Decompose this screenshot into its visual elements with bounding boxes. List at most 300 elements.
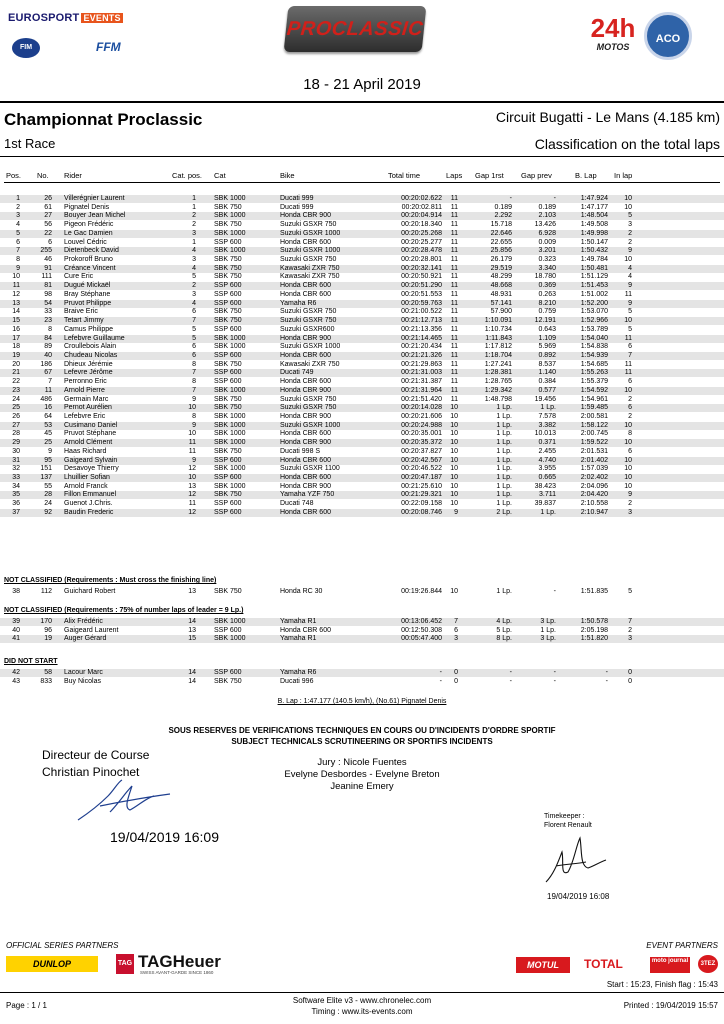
table-row xyxy=(0,282,724,290)
cell-blap: - xyxy=(605,669,608,676)
cell-bike: Suzuki GSXR 750 xyxy=(280,404,337,411)
cell-cat: SSP 600 xyxy=(214,291,242,298)
cell-blap: 2:04.096 xyxy=(580,483,608,490)
cell-catpos: 9 xyxy=(192,396,196,403)
cell-totaltime: 00:21:14.465 xyxy=(401,335,442,342)
cell-totaltime: - xyxy=(439,678,442,685)
cell-laps: 6 xyxy=(454,627,458,634)
reserve-french: SOUS RESERVES DE VERIFICATIONS TECHNIQUES EN COURS OU D'INCIDENTS D'ORDRE SPORTIF xyxy=(168,726,556,735)
cell-gap1: - xyxy=(509,669,512,676)
cell-laps: 11 xyxy=(450,247,458,254)
cell-gapprev: 0.371 xyxy=(538,439,556,446)
cell-inlap: 2 xyxy=(628,230,632,237)
cell-laps: 11 xyxy=(450,291,458,298)
cell-no: 833 xyxy=(40,678,52,685)
cell-cat: SSP 600 xyxy=(214,457,242,464)
table-row xyxy=(0,352,724,360)
cell-laps: 11 xyxy=(450,204,458,211)
cell-inlap: 10 xyxy=(624,256,632,263)
section-title: NOT CLASSIFIED (Requirements : Must cross the finishing line) xyxy=(4,577,217,584)
cell-bike: Kawasaki ZXR 750 xyxy=(280,273,340,280)
cell-rider: Haas Richard xyxy=(64,448,107,455)
cell-rider: Lefevre Jérôme xyxy=(64,369,113,376)
director-timestamp: 19/04/2019 16:09 xyxy=(110,829,219,845)
cell-catpos: 7 xyxy=(192,387,196,394)
table-row xyxy=(0,404,724,412)
cell-inlap: 0 xyxy=(628,669,632,676)
cell-rider: Camus Philippe xyxy=(64,326,114,333)
event-date: 18 - 21 April 2019 xyxy=(303,76,421,93)
cell-gap1: 22.646 xyxy=(490,230,512,237)
cell-bike: Suzuki GSXR 1000 xyxy=(280,422,341,429)
header-divider xyxy=(0,101,724,103)
cell-cat: SSP 600 xyxy=(214,326,242,333)
cell-catpos: 1 xyxy=(192,239,196,246)
cell-laps: 10 xyxy=(450,465,458,472)
cell-bike: Honda RC 30 xyxy=(280,588,323,595)
cell-catpos: 4 xyxy=(192,300,196,307)
cell-rider: Villerégnier Laurent xyxy=(64,195,125,202)
cell-inlap: 10 xyxy=(624,465,632,472)
cell-no: 7 xyxy=(48,378,52,385)
cell-gapprev: 3.340 xyxy=(538,265,556,272)
table-row xyxy=(0,635,724,643)
cell-cat: SBK 750 xyxy=(214,265,242,272)
cell-rider: Baudin Frederic xyxy=(64,509,114,516)
cell-rider: Lefebvre Guillaume xyxy=(64,335,125,342)
cell-pos: 4 xyxy=(16,221,20,228)
cell-no: 40 xyxy=(44,352,52,359)
cell-laps: 10 xyxy=(450,439,458,446)
cell-inlap: 6 xyxy=(628,404,632,411)
cell-no: 53 xyxy=(44,422,52,429)
circuit-name: Circuit Bugatti - Le Mans (4.185 km) xyxy=(495,109,720,125)
cell-bike: Kawasaki ZXR 750 xyxy=(280,361,340,368)
cell-bike: Ducati 748 xyxy=(280,500,314,507)
cell-cat: SSP 600 xyxy=(214,509,242,516)
cell-bike: Honda CBR 900 xyxy=(280,439,331,446)
cell-pos: 15 xyxy=(12,317,20,324)
cell-blap: 1:47.177 xyxy=(580,204,608,211)
table-row xyxy=(0,483,724,491)
cell-bike: Suzuki GSXR 750 xyxy=(280,396,337,403)
table-row xyxy=(0,627,724,635)
cell-catpos: 14 xyxy=(188,678,196,685)
cell-gapprev: 0.263 xyxy=(538,291,556,298)
table-row xyxy=(0,291,724,299)
table-row xyxy=(0,618,724,626)
cell-pos: 22 xyxy=(12,378,20,385)
cell-catpos: 11 xyxy=(188,439,196,446)
cell-pos: 16 xyxy=(12,326,20,333)
cell-no: 81 xyxy=(44,282,52,289)
cell-totaltime: 00:20:28.801 xyxy=(401,256,442,263)
cell-bike: Suzuki GSXR 1000 xyxy=(280,343,341,350)
cell-pos: 21 xyxy=(12,369,20,376)
cell-gap1: 1:18.704 xyxy=(484,352,512,359)
cell-inlap: 9 xyxy=(628,247,632,254)
cell-blap: 1:54.939 xyxy=(580,352,608,359)
cell-totaltime: 00:20:04.914 xyxy=(401,212,442,219)
cell-rider: Pernot Aurélien xyxy=(64,404,112,411)
col-pos: Pos. xyxy=(6,171,22,180)
cell-catpos: 5 xyxy=(192,273,196,280)
footer-divider xyxy=(0,992,724,993)
cell-gapprev: 3.955 xyxy=(538,465,556,472)
cell-pos: 41 xyxy=(12,635,20,642)
cell-totaltime: 00:20:51.553 xyxy=(401,291,442,298)
software-credit: Software Elite v3 - www.chronelec.com xyxy=(292,996,432,1005)
motul-logo: MOTUL xyxy=(516,957,570,973)
cell-catpos: 12 xyxy=(188,491,196,498)
table-row xyxy=(0,343,724,351)
table-row xyxy=(0,422,724,430)
cell-pos: 20 xyxy=(12,361,20,368)
cell-gapprev: 1 Lp. xyxy=(540,404,556,411)
cell-laps: 11 xyxy=(450,265,458,272)
cell-catpos: 7 xyxy=(192,317,196,324)
cell-blap: 2:01.402 xyxy=(580,457,608,464)
championship-title: Championnat Proclassic xyxy=(4,110,203,129)
cell-no: 25 xyxy=(44,439,52,446)
cell-bike: Honda CBR 900 xyxy=(280,335,331,342)
cell-pos: 33 xyxy=(12,474,20,481)
cell-inlap: 2 xyxy=(628,627,632,634)
cell-no: 46 xyxy=(44,256,52,263)
cell-bike: Suzuki GSXR 750 xyxy=(280,317,337,324)
cell-totaltime: 00:21:29.321 xyxy=(401,491,442,498)
cell-rider: Guenot J.Chris. xyxy=(64,500,113,507)
cell-rider: Lacour Marc xyxy=(64,669,103,676)
cell-rider: Croullebois Alain xyxy=(64,343,117,350)
cell-no: 61 xyxy=(44,204,52,211)
cell-blap: 1:51.129 xyxy=(580,273,608,280)
cell-no: 111 xyxy=(41,273,52,280)
cell-gap1: 29.519 xyxy=(490,265,512,272)
cell-gapprev: 6.928 xyxy=(538,230,556,237)
cell-rider: Guichard Robert xyxy=(64,588,116,595)
cell-totaltime: 00:21:21.326 xyxy=(401,352,442,359)
cell-gapprev: 2.103 xyxy=(538,212,556,219)
cell-gap1: 1:48.798 xyxy=(484,396,512,403)
cell-totaltime: 00:19:26.844 xyxy=(401,588,442,595)
cell-no: 92 xyxy=(44,509,52,516)
cell-pos: 14 xyxy=(12,308,20,315)
cell-blap: 2:01.531 xyxy=(580,448,608,455)
total-logo: TOTAL xyxy=(584,957,623,971)
cell-no: 64 xyxy=(44,413,52,420)
cell-blap: 1:57.039 xyxy=(580,465,608,472)
cell-bike: Ducati 999 xyxy=(280,195,314,202)
cell-rider: Créance Vincent xyxy=(64,265,116,272)
cell-gap1: 57.141 xyxy=(490,300,512,307)
cell-gapprev: 3.711 xyxy=(539,491,556,498)
cell-totaltime: 00:20:46.522 xyxy=(401,465,442,472)
cell-gap1: 1 Lp. xyxy=(496,588,512,595)
cell-laps: 11 xyxy=(450,212,458,219)
cell-cat: SBK 1000 xyxy=(214,618,246,625)
cell-gapprev: 5.969 xyxy=(538,343,556,350)
cell-gap1: 1 Lp. xyxy=(496,404,512,411)
cell-cat: SBK 750 xyxy=(214,317,242,324)
cell-catpos: 8 xyxy=(192,361,196,368)
cell-blap: 1:50.578 xyxy=(580,618,608,625)
table-row xyxy=(0,430,724,438)
cell-no: 23 xyxy=(44,317,52,324)
cell-totaltime: 00:13:06.452 xyxy=(401,618,442,625)
cell-cat: SBK 750 xyxy=(214,588,242,595)
cell-gapprev: 2.455 xyxy=(538,448,556,455)
cell-laps: 10 xyxy=(450,430,458,437)
cell-blap: 2:10.558 xyxy=(580,500,608,507)
cell-inlap: 10 xyxy=(624,439,632,446)
cell-gapprev: 39.837 xyxy=(534,500,556,507)
cell-catpos: 14 xyxy=(188,669,196,676)
cell-blap: 1:54.685 xyxy=(580,361,608,368)
table-row xyxy=(0,230,724,238)
cell-rider: Dhieux Jérémie xyxy=(64,361,113,368)
cell-blap: 1:59.522 xyxy=(580,439,608,446)
cell-laps: 11 xyxy=(450,369,458,376)
cell-gap1: 1 Lp. xyxy=(496,439,512,446)
cell-rider: Arnold Pierre xyxy=(64,387,105,394)
cell-no: 16 xyxy=(44,404,52,411)
cell-blap: 1:50.432 xyxy=(580,247,608,254)
cell-gap1: 1:17.812 xyxy=(484,343,512,350)
cell-totaltime: 00:20:59.763 xyxy=(401,300,442,307)
cell-totaltime: 00:20:42.567 xyxy=(401,457,442,464)
page-number: Page : 1 / 1 xyxy=(6,1001,47,1010)
cell-inlap: 3 xyxy=(628,635,632,642)
cell-inlap: 10 xyxy=(624,474,632,481)
cell-gap1: 1 Lp. xyxy=(496,448,512,455)
moto-journal-logo: moto journal xyxy=(650,957,690,973)
cell-gap1: 25.856 xyxy=(490,247,512,254)
24h-motos-logo xyxy=(588,14,638,56)
cell-laps: 10 xyxy=(450,413,458,420)
cell-gap1: 1:29.342 xyxy=(484,387,512,394)
col-gapprev: Gap prev xyxy=(521,171,552,180)
cell-pos: 34 xyxy=(12,483,20,490)
cell-laps: 11 xyxy=(450,308,458,315)
cell-cat: SBK 750 xyxy=(214,491,242,498)
cell-gapprev: 8.537 xyxy=(538,361,556,368)
cell-laps: 0 xyxy=(454,678,458,685)
cell-no: 26 xyxy=(44,195,52,202)
cell-pos: 27 xyxy=(12,422,20,429)
cell-catpos: 2 xyxy=(192,212,196,219)
cell-gapprev: 1.140 xyxy=(538,369,556,376)
cell-cat: SBK 1000 xyxy=(214,430,246,437)
cell-totaltime: 00:22:09.158 xyxy=(401,500,442,507)
cell-rider: Chudeau Nicolas xyxy=(64,352,118,359)
cell-gap1: 15.718 xyxy=(490,221,512,228)
cell-blap: 1:54.838 xyxy=(580,343,608,350)
cell-totaltime: 00:20:51.290 xyxy=(401,282,442,289)
cell-gap1: 1 Lp. xyxy=(496,422,512,429)
col-no: No. xyxy=(37,171,49,180)
cell-bike: Ducati 999 xyxy=(280,204,314,211)
cell-no: 170 xyxy=(40,618,52,625)
cell-pos: 30 xyxy=(12,448,20,455)
cell-blap: 2:10.947 xyxy=(580,509,608,516)
cell-gap1: 48.668 xyxy=(490,282,512,289)
cell-bike: Honda CBR 900 xyxy=(280,413,331,420)
cell-bike: Suzuki GSXR 750 xyxy=(280,308,337,315)
timekeeper-timestamp: 19/04/2019 16:08 xyxy=(547,892,610,901)
table-row xyxy=(0,413,724,421)
cell-totaltime: 00:21:31.003 xyxy=(401,369,442,376)
cell-gapprev: 7.578 xyxy=(538,413,556,420)
cell-catpos: 1 xyxy=(192,204,196,211)
cell-no: 6 xyxy=(48,239,52,246)
cell-rider: Arnold Clément xyxy=(64,439,113,446)
cell-catpos: 13 xyxy=(188,588,196,595)
cell-cat: SSP 600 xyxy=(214,669,242,676)
cell-blap: 1:59.485 xyxy=(580,404,608,411)
cell-catpos: 15 xyxy=(188,635,196,642)
cell-pos: 32 xyxy=(12,465,20,472)
table-row xyxy=(0,465,724,473)
cell-pos: 25 xyxy=(12,404,20,411)
dunlop-logo: DUNLOP xyxy=(6,956,98,972)
table-row xyxy=(0,265,724,273)
cell-gapprev: 3 Lp. xyxy=(540,635,556,642)
cell-inlap: 5 xyxy=(628,212,632,219)
cell-pos: 13 xyxy=(12,300,20,307)
cell-laps: 11 xyxy=(450,396,458,403)
cell-rider: Fillon Emmanuel xyxy=(64,491,117,498)
cell-inlap: 11 xyxy=(624,335,632,342)
cell-pos: 6 xyxy=(16,239,20,246)
cell-catpos: 7 xyxy=(192,369,196,376)
cell-cat: SBK 1000 xyxy=(214,335,246,342)
cell-laps: 10 xyxy=(450,404,458,411)
cell-catpos: 2 xyxy=(192,221,196,228)
cell-laps: 11 xyxy=(450,387,458,394)
cell-gapprev: 19.456 xyxy=(534,396,556,403)
cell-inlap: 10 xyxy=(624,387,632,394)
cell-cat: SBK 1000 xyxy=(214,195,246,202)
cell-pos: 5 xyxy=(16,230,20,237)
cell-gapprev: 8.210 xyxy=(538,300,556,307)
cell-totaltime: 00:20:08.746 xyxy=(401,509,442,516)
section-title: DID NOT START xyxy=(4,658,58,665)
cell-inlap: 2 xyxy=(628,239,632,246)
cell-gap1: 26.179 xyxy=(490,256,512,263)
col-blap: B. Lap xyxy=(575,171,597,180)
cell-catpos: 3 xyxy=(192,291,196,298)
cell-gapprev: 0.892 xyxy=(538,352,556,359)
cell-bike: Kawasaki ZXR 750 xyxy=(280,265,340,272)
cell-gapprev: - xyxy=(553,678,556,685)
col-laps: Laps xyxy=(446,171,463,180)
cell-bike: Suzuki GSXR 750 xyxy=(280,256,337,263)
cell-catpos: 5 xyxy=(192,335,196,342)
cell-blap: 1:47.924 xyxy=(580,195,608,202)
cell-cat: SBK 1000 xyxy=(214,413,246,420)
cell-bike: Honda CBR 600 xyxy=(280,239,331,246)
cell-laps: 10 xyxy=(450,483,458,490)
cell-blap: 1:58.122 xyxy=(580,422,608,429)
eurosport-text: EUROSPORT xyxy=(8,12,80,24)
cell-laps: 3 xyxy=(454,635,458,642)
cell-pos: 23 xyxy=(12,387,20,394)
cell-blap: 2:00.581 xyxy=(580,413,608,420)
cell-inlap: 5 xyxy=(628,308,632,315)
cell-pos: 18 xyxy=(12,343,20,350)
table-row xyxy=(0,669,724,677)
table-row xyxy=(0,509,724,517)
cell-gapprev: 0.577 xyxy=(538,387,556,394)
cell-gapprev: 3.382 xyxy=(538,422,556,429)
cell-cat: SBK 1000 xyxy=(214,230,246,237)
cell-gapprev: 1.109 xyxy=(538,335,556,342)
cell-blap: 1:55.379 xyxy=(580,378,608,385)
cell-blap: 1:54.961 xyxy=(580,396,608,403)
cell-pos: 3 xyxy=(16,212,20,219)
table-row xyxy=(0,439,724,447)
col-cat: Cat xyxy=(214,171,226,180)
column-header-rule xyxy=(4,182,720,183)
cell-catpos: 12 xyxy=(188,465,196,472)
cell-rider: Lefebvre Eric xyxy=(64,413,106,420)
cell-inlap: 3 xyxy=(628,221,632,228)
cell-laps: 11 xyxy=(450,256,458,263)
cell-blap: 1:50.147 xyxy=(580,239,608,246)
cell-rider: Le Gac Damien xyxy=(64,230,113,237)
cell-laps: 11 xyxy=(450,361,458,368)
cell-gapprev: 1 Lp. xyxy=(540,627,556,634)
cell-pos: 40 xyxy=(12,627,20,634)
cell-cat: SBK 750 xyxy=(214,221,242,228)
cell-catpos: 11 xyxy=(188,448,196,455)
jury-line-2: Evelyne Desbordes - Evelyne Breton xyxy=(284,769,440,780)
cell-inlap: 3 xyxy=(628,509,632,516)
cell-gapprev: 0.189 xyxy=(538,204,556,211)
cell-cat: SBK 750 xyxy=(214,273,242,280)
cell-bike: Honda CBR 600 xyxy=(280,509,331,516)
cell-no: 255 xyxy=(40,247,52,254)
cell-catpos: 10 xyxy=(188,474,196,481)
cell-pos: 36 xyxy=(12,500,20,507)
cell-bike: Yamaha R6 xyxy=(280,300,317,307)
cell-blap: 1:55.263 xyxy=(580,369,608,376)
cell-catpos: 5 xyxy=(192,326,196,333)
cell-gapprev: - xyxy=(553,669,556,676)
cell-bike: Honda CBR 600 xyxy=(280,457,331,464)
cell-laps: 11 xyxy=(450,195,458,202)
cell-bike: Yamaha R1 xyxy=(280,635,317,642)
table-row xyxy=(0,273,724,281)
cell-gapprev: 0.384 xyxy=(538,378,556,385)
cell-inlap: 4 xyxy=(628,265,632,272)
cell-gap1: 2 Lp. xyxy=(496,509,512,516)
cell-catpos: 10 xyxy=(188,430,196,437)
cell-bike: Honda CBR 600 xyxy=(280,474,331,481)
best-lap-line: B. Lap : 1:47.177 (140.5 km/h), (No.61) Pignatel Denis xyxy=(277,698,447,705)
ffm-logo: FFM xyxy=(96,40,121,54)
cell-catpos: 12 xyxy=(188,509,196,516)
cell-blap: 2:04.420 xyxy=(580,491,608,498)
cell-totaltime: 00:20:24.988 xyxy=(401,422,442,429)
table-row xyxy=(0,256,724,264)
cell-totaltime: 00:21:25.610 xyxy=(401,483,442,490)
cell-pos: 37 xyxy=(12,509,20,516)
cell-totaltime: 00:20:14.028 xyxy=(401,404,442,411)
cell-laps: 11 xyxy=(450,317,458,324)
cell-catpos: 14 xyxy=(188,618,196,625)
